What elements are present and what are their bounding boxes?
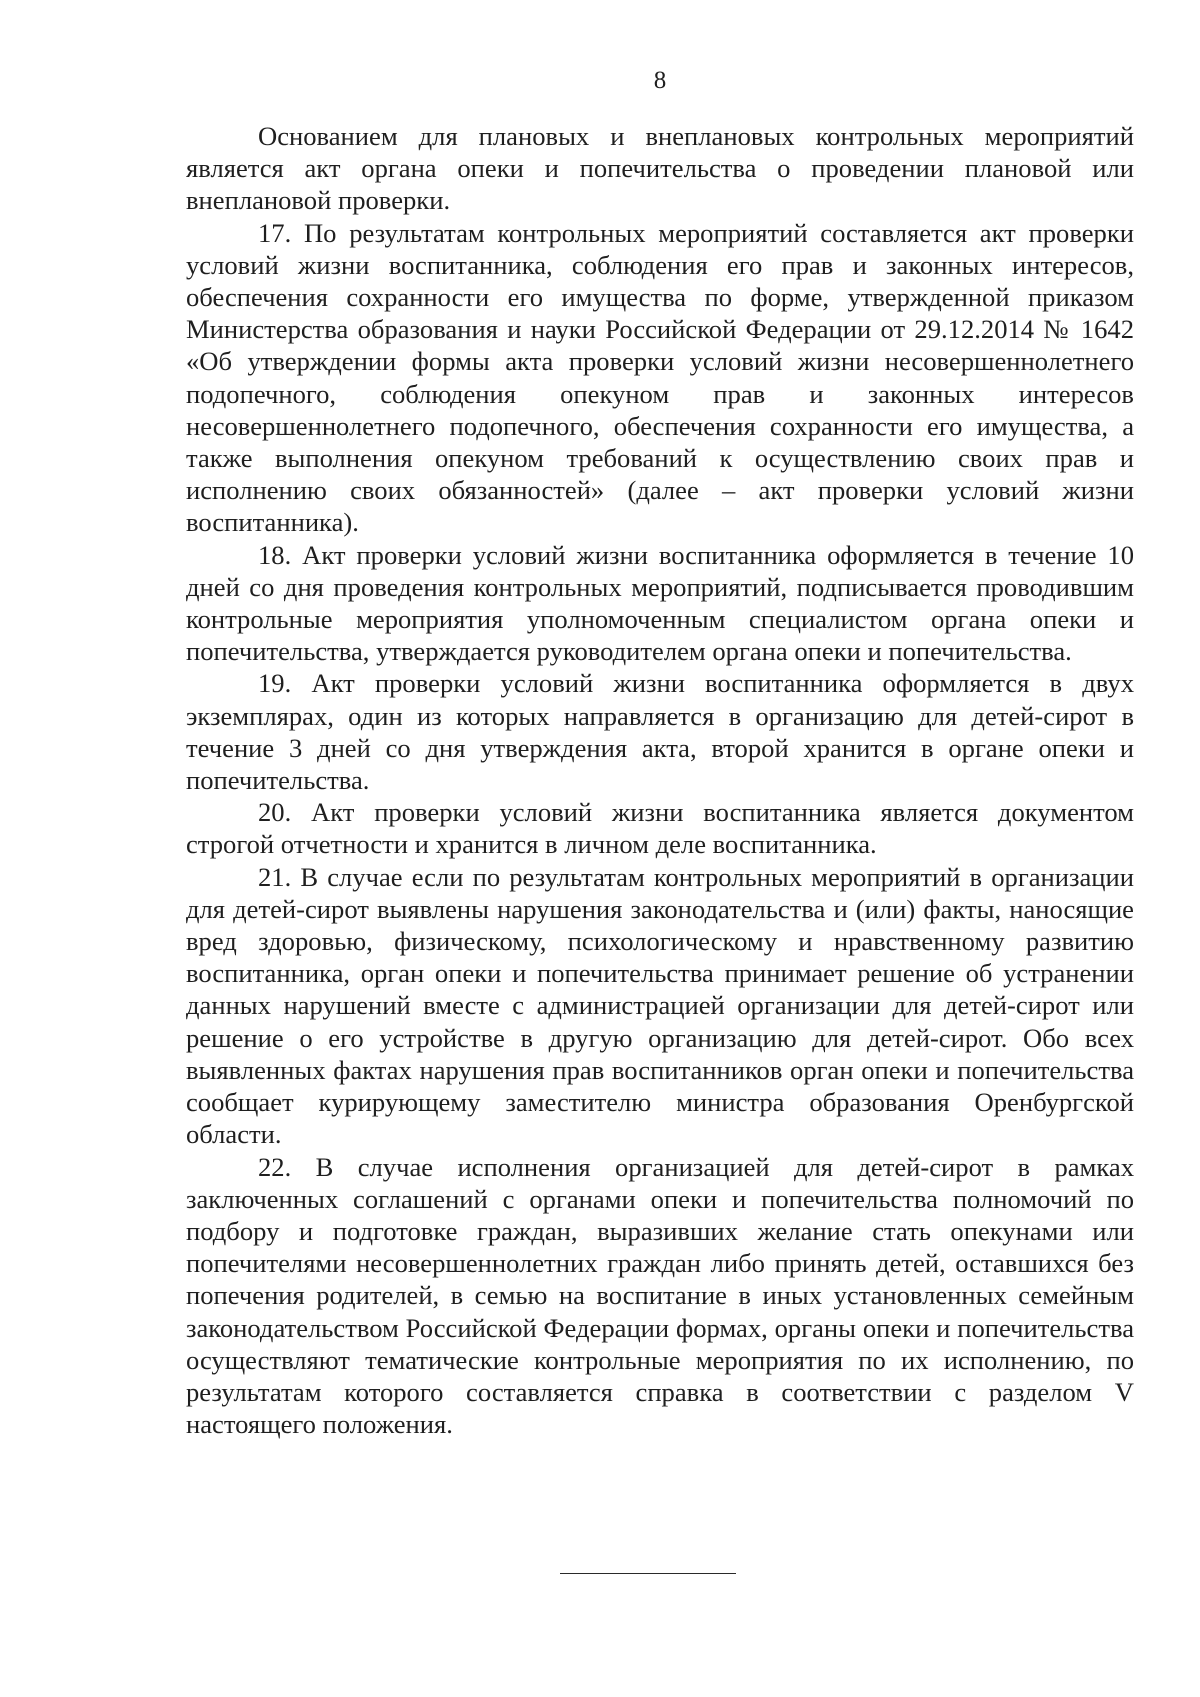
end-of-document-rule — [560, 1573, 736, 1574]
paragraph-17: 17. По результатам контрольных мероприятий составляется акт проверки условий жизни воспитанника, соблюдения его прав и законных интересов, обеспечения сохранности его имущества по форме, утвержденной приказом Министерства образования и науки Российской Федерации от 29.12.2014 № 1642 «Об утверждении формы акта проверки условий жизни несовершеннолетнего подопечного, соблюдения опекуном прав и законных интересов несовершеннолетнего подопечного, обеспечения сохранности его имущества, а также выполнения опекуном требований к осуществлению своих прав и исполнению своих обязанностей» (далее – акт проверки условий жизни воспитанника). — [186, 217, 1134, 538]
paragraph-19: 19. Акт проверки условий жизни воспитанника оформляется в двух экземплярах, один из которых направляется в организацию для детей-сирот в течение 3 дней со дня утверждения акта, второй хранится в органе опеки и попечительства. — [186, 668, 1134, 796]
paragraph-20: 20. Акт проверки условий жизни воспитанника является документом строгой отчетности и хранится в личном деле воспитанника. — [186, 797, 1134, 860]
paragraph-21: 21. В случае если по результатам контрольных мероприятий в организации для детей-сирот выявлены нарушения законодательства и (или) факты, наносящие вред здоровью, физическому, психологическому и нравственному развитию воспитанника, орган опеки и попечительства принимает решение об устранении данных нарушений вместе с администрацией организации для детей-сирот или решение о его устройстве в другую организацию для детей-сирот. Обо всех выявленных фактах нарушения прав воспитанников орган опеки и попечительства сообщает курирующему заместителю министра образования Оренбургской области. — [186, 861, 1134, 1150]
paragraph-18: 18. Акт проверки условий жизни воспитанника оформляется в течение 10 дней со дня проведения контрольных мероприятий, подписывается проводившим контрольные мероприятия уполномоченным специалистом органа опеки и попечительства, утверждается руководителем органа опеки и попечительства. — [186, 539, 1134, 667]
document-body — [186, 120, 1134, 1440]
page-number: 8 — [653, 67, 667, 94]
paragraph-basis: Основанием для плановых и внеплановых контрольных мероприятий является акт органа опеки и попечительства о проведении плановой или внеплановой проверки. — [186, 121, 1134, 216]
paragraph-22: 22. В случае исполнения организацией для детей-сирот в рамках заключенных соглашений с органами опеки и попечительства полномочий по подбору и подготовке граждан, выразивших желание стать опекунами или попечителями несовершеннолетних граждан либо принять детей, оставшихся без попечения родителей, в семью на воспитание в иных установленных семейным законодательством Российской Федерации формах, органы опеки и попечительства осуществляют тематические контрольные мероприятия по их исполнению, по результатам которого составляется справка в соответствии с разделом V настоящего положения. — [186, 1151, 1134, 1440]
